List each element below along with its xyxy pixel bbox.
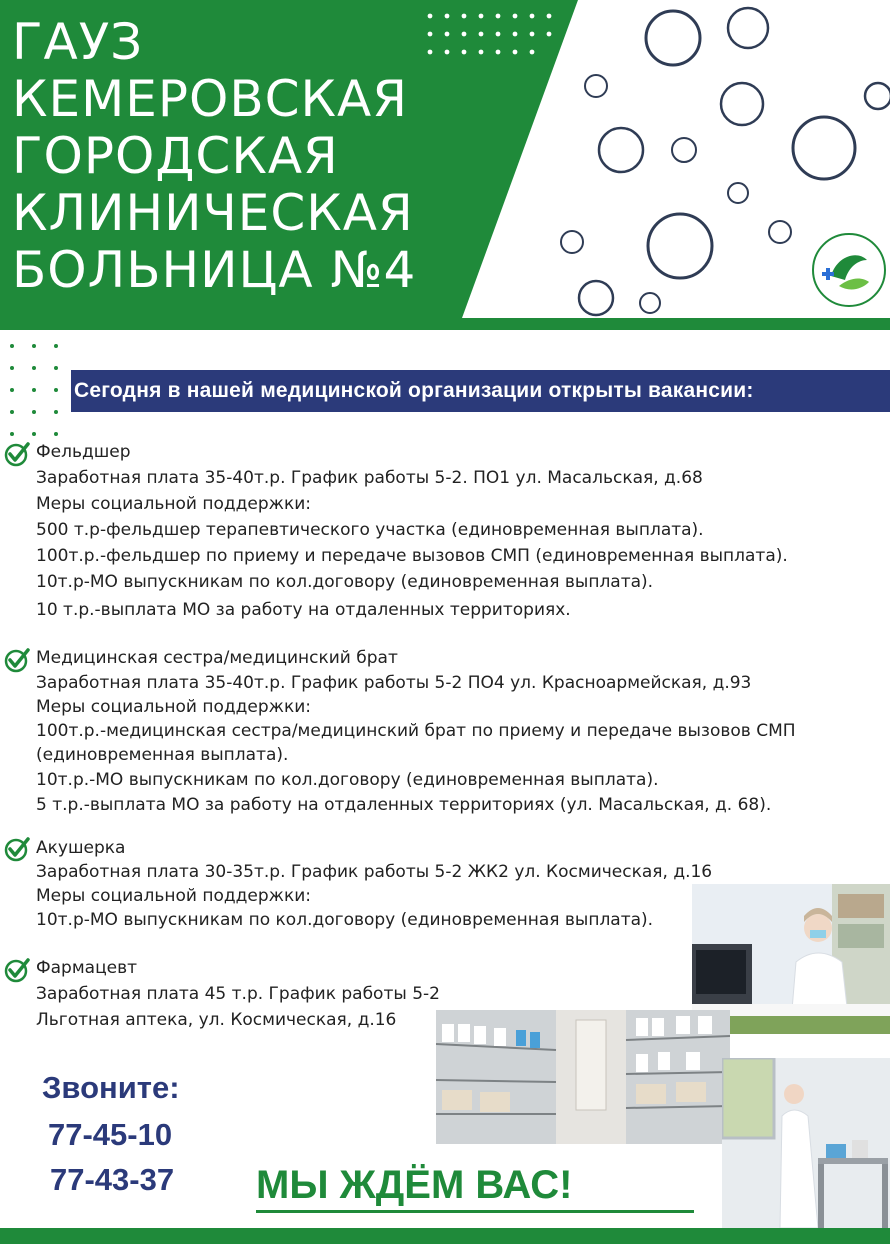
photo-nurse-treatment-room: [722, 1058, 890, 1228]
title-line-5: БОЛЬНИЦА №4: [12, 241, 417, 299]
photo-pharmacy-shelves: [436, 1010, 730, 1144]
phone-number[interactable]: 77-43-37: [50, 1162, 175, 1197]
slogan-underline: [256, 1210, 694, 1213]
vacancy-line: 10т.р-МО выпускникам по кол.договору (единовременная выплата).: [36, 910, 654, 930]
dot-grid-left-decoration: [8, 340, 68, 440]
title-line-1: ГАУЗ: [12, 13, 144, 71]
vacancy-line: Льготная аптека, ул. Космическая, д.16: [36, 1010, 397, 1030]
vacancy-line: 5 т.р.-выплата МО за работу на отдаленных территориях (ул. Масальская, д. 68).: [36, 795, 772, 815]
vacancy-line: 10т.р-МО выпускникам по кол.договору (единовременная выплата).: [36, 572, 654, 592]
footer-bar: [0, 1228, 890, 1244]
vacancy-line: Заработная плата 35-40т.р. График работы 5-2. ПО1 ул. Масальская, д.68: [36, 468, 703, 488]
title-line-4: КЛИНИЧЕСКАЯ: [12, 184, 414, 242]
vacancy-title: Фармацевт: [36, 958, 138, 978]
vacancy-line: Заработная плата 45 т.р. График работы 5-2: [36, 984, 440, 1004]
header-divider-bar: [0, 318, 890, 330]
vacancy-title: Акушерка: [36, 838, 126, 858]
vacancy-line: 10 т.р.-выплата МО за работу на отдаленных территориях.: [36, 600, 571, 620]
vacancy-line: Меры социальной поддержки:: [36, 494, 312, 514]
vacancy-line: 100т.р.-медицинская сестра/медицинский брат по приему и передаче вызовов СМП: [36, 721, 796, 741]
banner-text: Сегодня в нашей медицинской организации открыты вакансии:: [74, 379, 754, 402]
title-line-2: КЕМЕРОВСКАЯ: [12, 70, 408, 128]
check-icon: [4, 836, 30, 862]
title-line-3: ГОРОДСКАЯ: [12, 127, 339, 185]
check-icon: [4, 957, 30, 983]
hospital-title: [12, 14, 482, 299]
check-icon: [4, 441, 30, 467]
vacancy-line: Заработная плата 35-40т.р. График работы 5-2 ПО4 ул. Красноармейская, д.93: [36, 673, 752, 693]
vacancy-line: 500 т.р-фельдшер терапевтического участка (единовременная выплата).: [36, 520, 704, 540]
hospital-logo-icon: [805, 220, 887, 316]
vacancy-title: Медицинская сестра/медицинский брат: [36, 648, 398, 668]
call-label: Звоните:: [42, 1070, 180, 1105]
vacancy-line: (единовременная выплата).: [36, 745, 289, 765]
vacancy-line: Заработная плата 30-35т.р. График работы 5-2 ЖК2 ул. Космическая, д.16: [36, 862, 713, 882]
vacancy-line: Меры социальной поддержки:: [36, 886, 312, 906]
vacancy-line: 100т.р.-фельдшер по приему и передаче вызовов СМП (единовременная выплата).: [36, 546, 788, 566]
vacancy-line: Меры социальной поддержки:: [36, 697, 312, 717]
phone-number[interactable]: 77-45-10: [48, 1117, 173, 1152]
check-icon: [4, 647, 30, 673]
vacancy-line: 10т.р.-МО выпускникам по кол.договору (единовременная выплата).: [36, 770, 659, 790]
vacancy-title: Фельдшер: [36, 442, 131, 462]
slogan: МЫ ЖДЁМ ВАС!: [256, 1163, 573, 1207]
